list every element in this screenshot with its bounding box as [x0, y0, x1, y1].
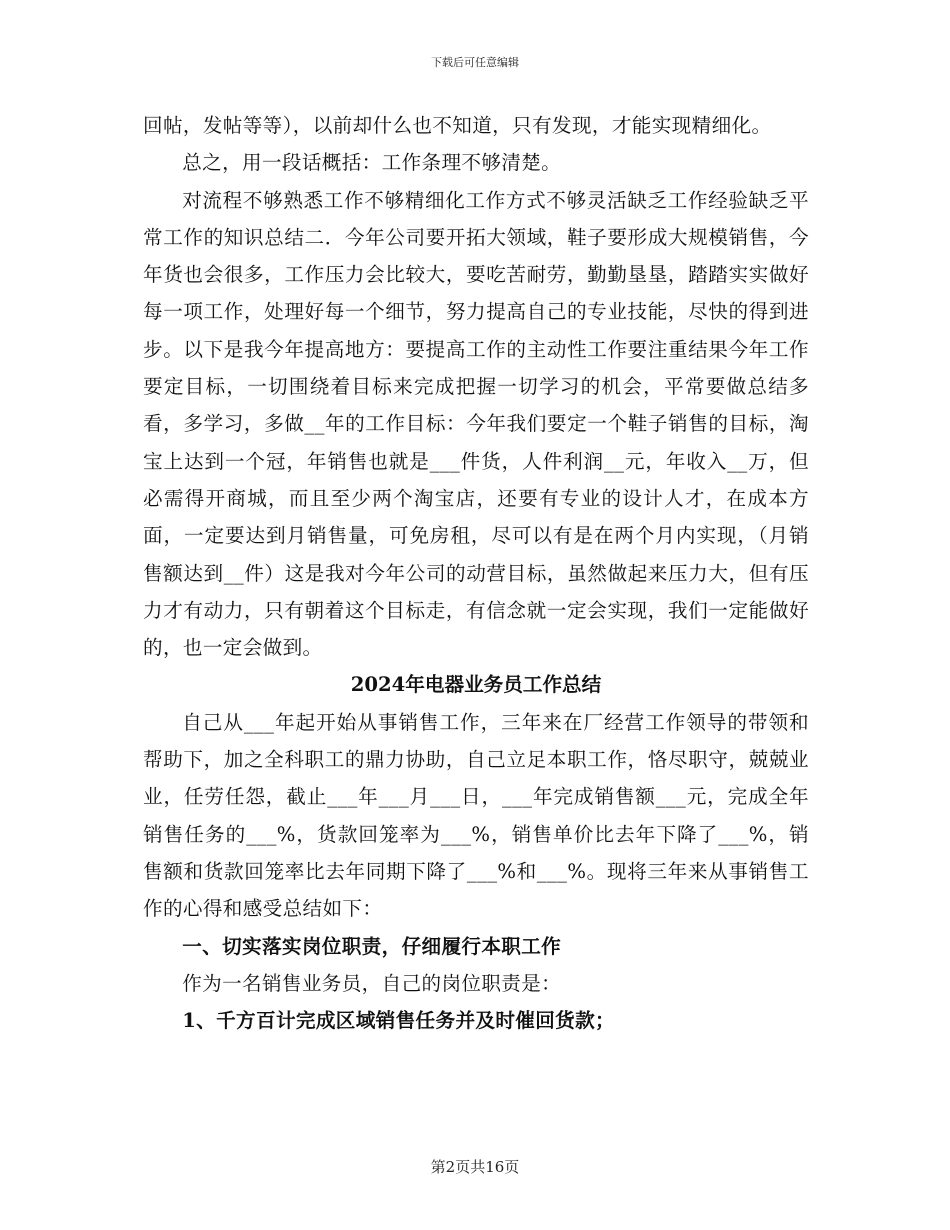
page-footer: 第2页共16页: [430, 1158, 520, 1176]
paragraph-summary: 总之，用一段话概括：工作条理不够清楚。: [182, 151, 562, 175]
document-body: [143, 107, 809, 1039]
section-title: 2024年电器业务员工作总结: [350, 673, 602, 697]
page-header: 下载后可任意编辑: [431, 56, 519, 69]
paragraph-duties-intro: 作为一名销售业务员，自己的岗位职责是：: [182, 971, 562, 995]
list-item-duty-1: 1、千方百计完成区域销售任务并及时催回货款；: [182, 1009, 615, 1033]
paragraph-continuation: 回帖，发帖等等），以前却什么也不知道，只有发现，才能实现精细化。: [143, 114, 772, 137]
paragraph-section-intro: 自己从___年起开始从事销售工作，三年来在厂经营工作领导的带领和帮助下，加之全科职工的鼎力协助，自己立足本职工作，恪尽职守，兢兢业业，任劳任怨，截止___年___月___日，___年完成销售额___元，完成全年销售任务的___%，货款回笼率为___%，销售单价比去年下降了___%，销售额和货款回笼率比去年同期下降了___%和___%。现将三年来从事销售工作的心得和感受总结如下：: [143, 710, 809, 921]
heading-duties: 一、切实落实岗位职责，仔细履行本职工作: [182, 934, 562, 958]
paragraph-plan: 对流程不够熟悉工作不够精细化工作方式不够灵活缺乏工作经验缺乏平常工作的知识总结二．今年公司要开拓大领域，鞋子要形成大规模销售，今年货也会很多，工作压力会比较大，要吃苦耐劳，勤勤垦垦，踏踏实实做好每一项工作，处理好每一个细节，努力提高自己的专业技能，尽快的得到进步。以下是我今年提高地方：要提高工作的主动性工作要注重结果今年工作要定目标，一切围绕着目标来完成把握一切学习的机会，平常要做总结多看，多学习，多做__年的工作目标：今年我们要定一个鞋子销售的目标，淘宝上达到一个冠，年销售也就是___件货，人件利润__元，年收入__万，但必需得开商城，而且至少两个淘宝店，还要有专业的设计人才，在成本方面，一定要达到月销售量，可免房租，尽可以有是在两个月内实现，（月销售额达到__件）这是我对今年公司的动营目标，虽然做起来压力大，但有压力才有动力，只有朝着这个目标走，有信念就一定会实现，我们一定能做好的，也一定会做到。: [143, 188, 809, 660]
